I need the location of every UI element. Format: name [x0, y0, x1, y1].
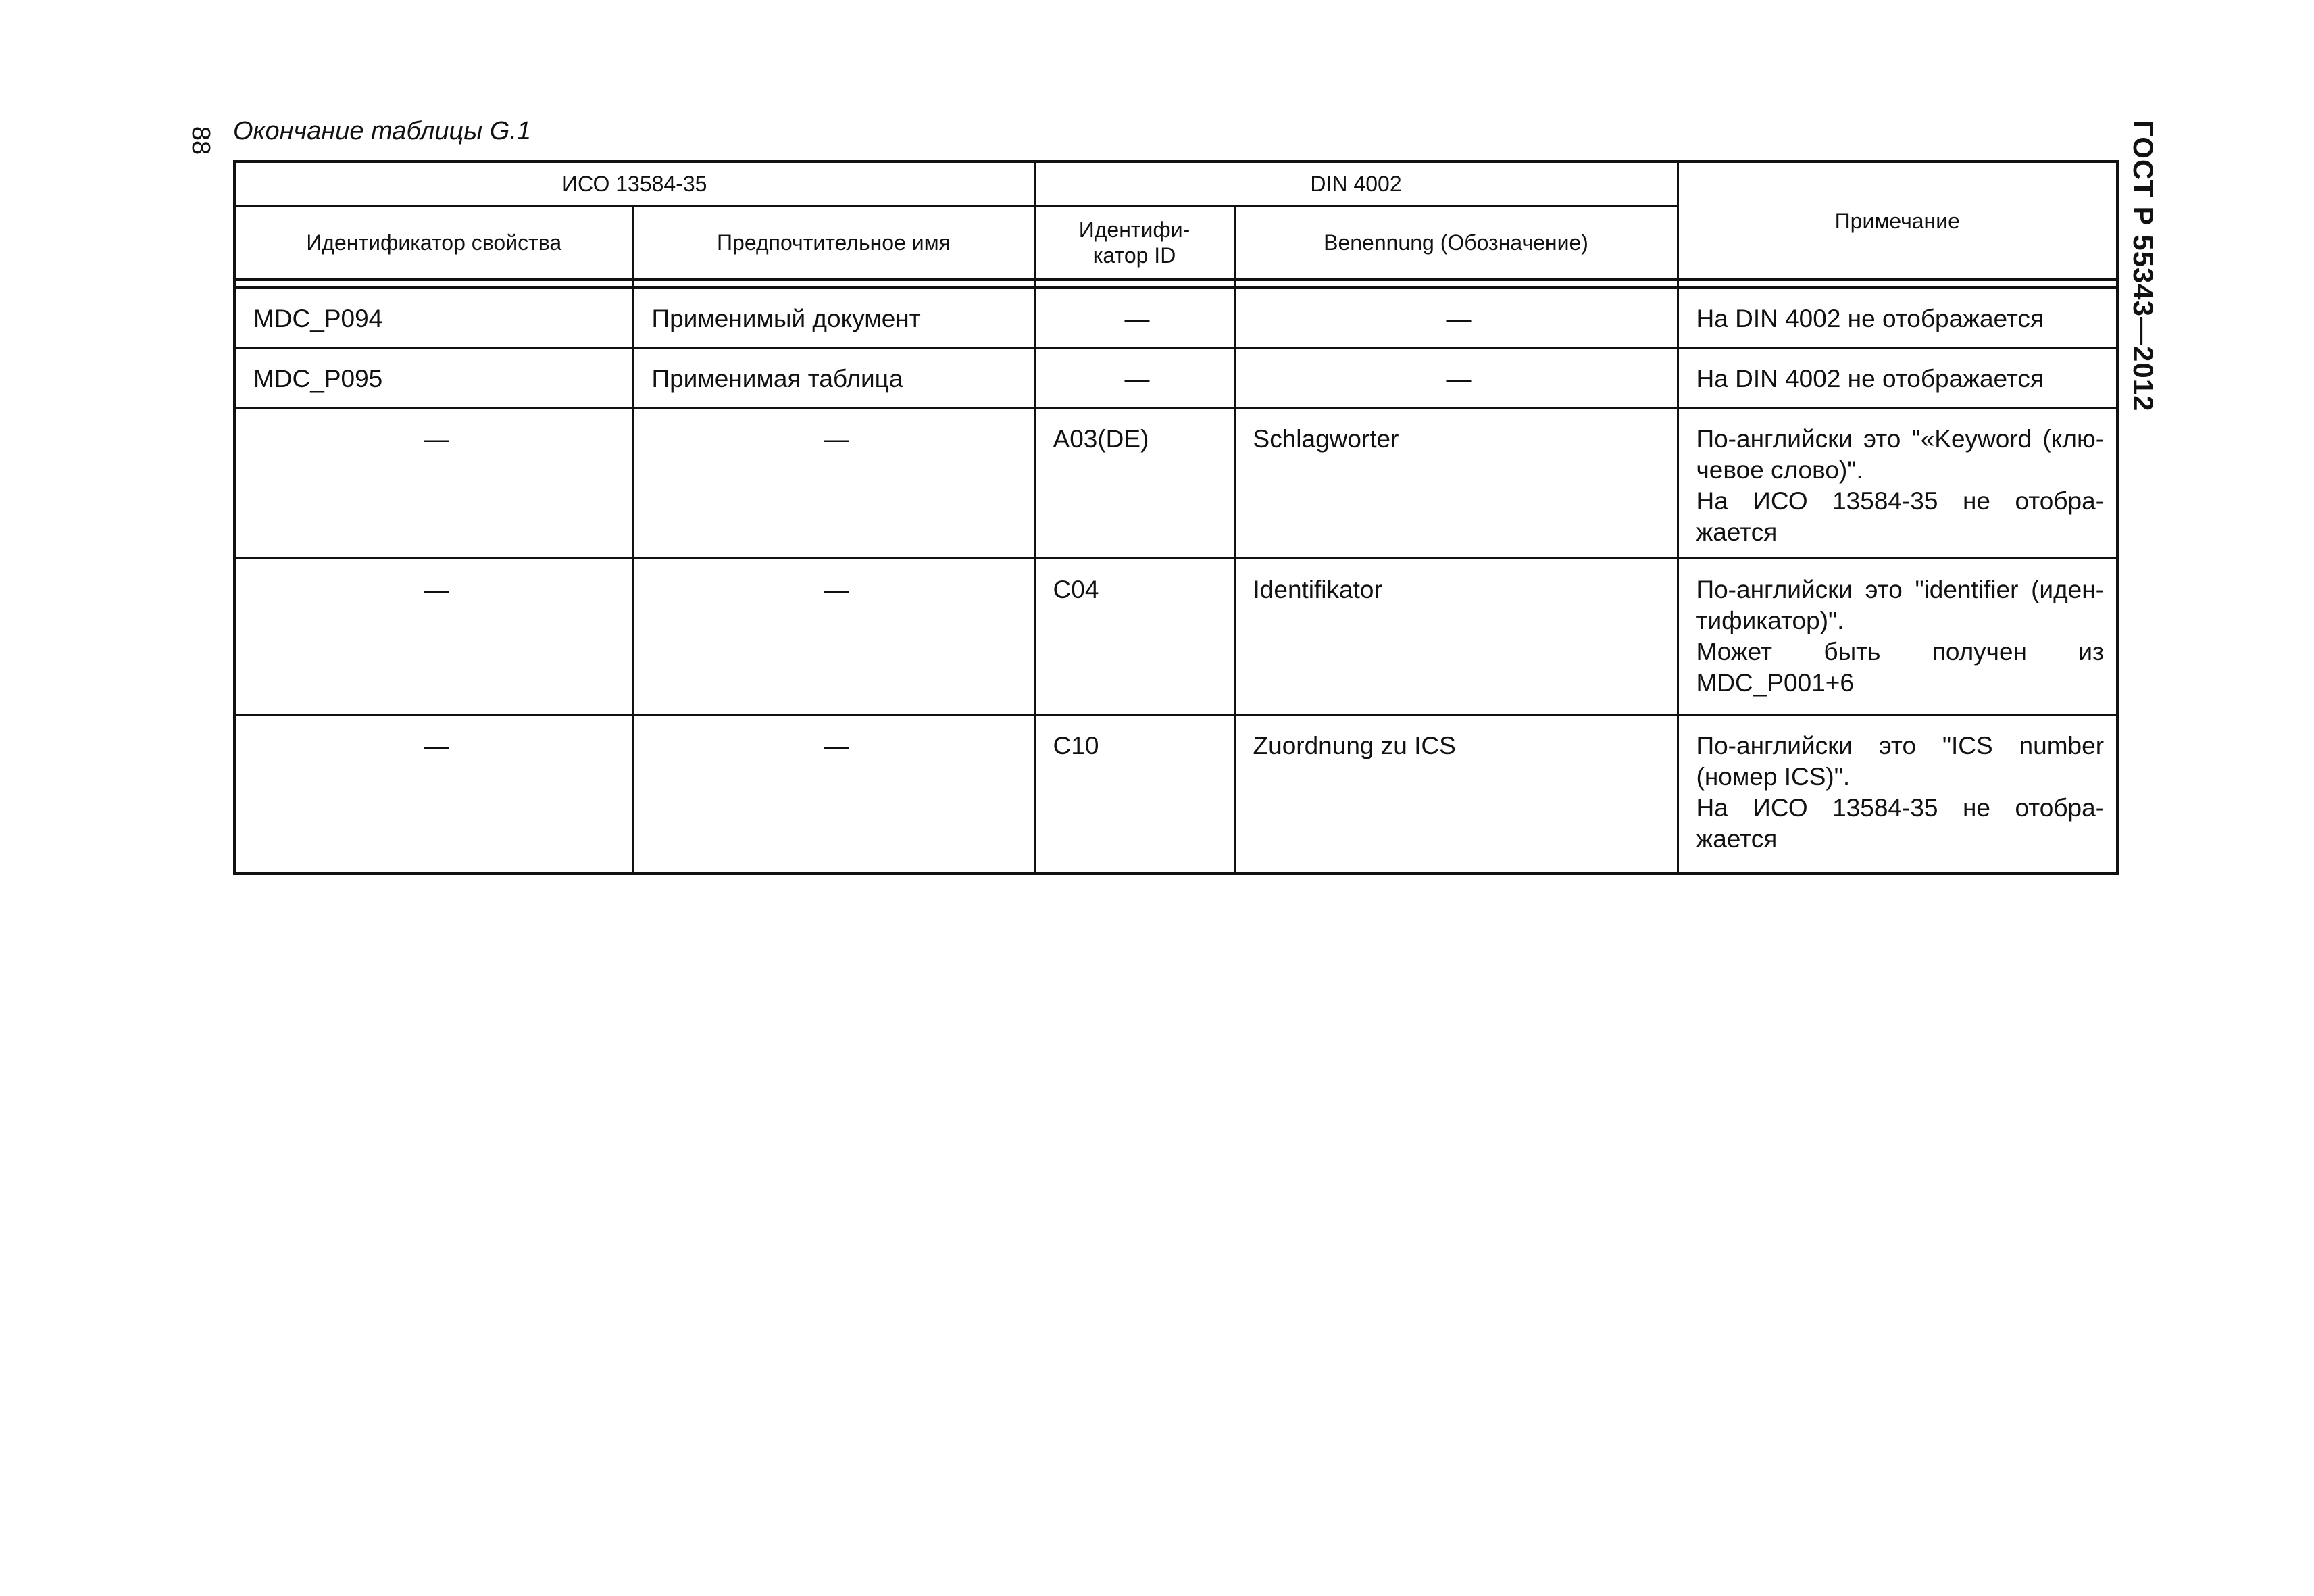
cell-pref-name: Применимая таблица	[633, 348, 1034, 408]
cell-note	[1678, 559, 2117, 715]
document-code: ГОСТ Р 55343—2012	[2128, 120, 2159, 412]
cell-prop-id: —	[234, 715, 633, 874]
cell-pref-name: Применимый документ	[633, 288, 1034, 348]
cell-prop-id: MDC_P094	[234, 288, 633, 348]
table-g1	[233, 160, 2119, 875]
table-row	[234, 408, 2117, 559]
cell-note	[1678, 288, 2117, 348]
cell-din-id: C04	[1034, 559, 1234, 715]
note-line: На ИСО 13584-35 не отобра-жается	[1696, 794, 2105, 853]
cell-note	[1678, 408, 2117, 559]
table-row	[234, 715, 2117, 874]
header-separator	[234, 280, 2117, 288]
cell-benennung: Identifikator	[1234, 559, 1678, 715]
header-note: Примечание	[1678, 161, 2117, 280]
table-row	[234, 559, 2117, 715]
note-line: На DIN 4002 не отображается	[1696, 305, 2044, 332]
cell-pref-name: —	[633, 408, 1034, 559]
cell-note	[1678, 715, 2117, 874]
header-prop-id: Идентификатор свойства	[234, 206, 633, 280]
note-line: По-английски это "«Keyword (клю-чевое слово)".	[1696, 425, 2105, 484]
table-row	[234, 348, 2117, 408]
cell-pref-name: —	[633, 715, 1034, 874]
note-line: Может быть получен из MDC_P001+6	[1696, 638, 2105, 697]
cell-note	[1678, 348, 2117, 408]
header-group-iso: ИСО 13584-35	[234, 161, 1034, 206]
note-line: По-английски это "identifier (иден-тификатор)".	[1696, 576, 2105, 634]
cell-pref-name: —	[633, 559, 1034, 715]
note-line: На DIN 4002 не отображается	[1696, 365, 2044, 393]
header-pref-name: Предпочтительное имя	[633, 206, 1034, 280]
table-caption: Окончание таблицы G.1	[233, 117, 532, 145]
cell-benennung: Schlagworter	[1234, 408, 1678, 559]
note-line: По-английски это "ICS number (номер ICS)".	[1696, 732, 2105, 791]
note-line: На ИСО 13584-35 не отобра-жается	[1696, 487, 2105, 546]
cell-prop-id: —	[234, 559, 633, 715]
cell-din-id: —	[1034, 348, 1234, 408]
cell-din-id: —	[1034, 288, 1234, 348]
cell-din-id: C10	[1034, 715, 1234, 874]
cell-din-id: A03(DE)	[1034, 408, 1234, 559]
header-benennung: Benennung (Обозначение)	[1234, 206, 1678, 280]
header-group-din: DIN 4002	[1034, 161, 1678, 206]
cell-prop-id: MDC_P095	[234, 348, 633, 408]
cell-benennung: —	[1234, 288, 1678, 348]
page-number: 88	[186, 126, 215, 155]
cell-benennung: Zuordnung zu ICS	[1234, 715, 1678, 874]
cell-benennung: —	[1234, 348, 1678, 408]
table-row	[234, 288, 2117, 348]
header-din-id: Идентифи- катор ID	[1034, 206, 1234, 280]
cell-prop-id: —	[234, 408, 633, 559]
